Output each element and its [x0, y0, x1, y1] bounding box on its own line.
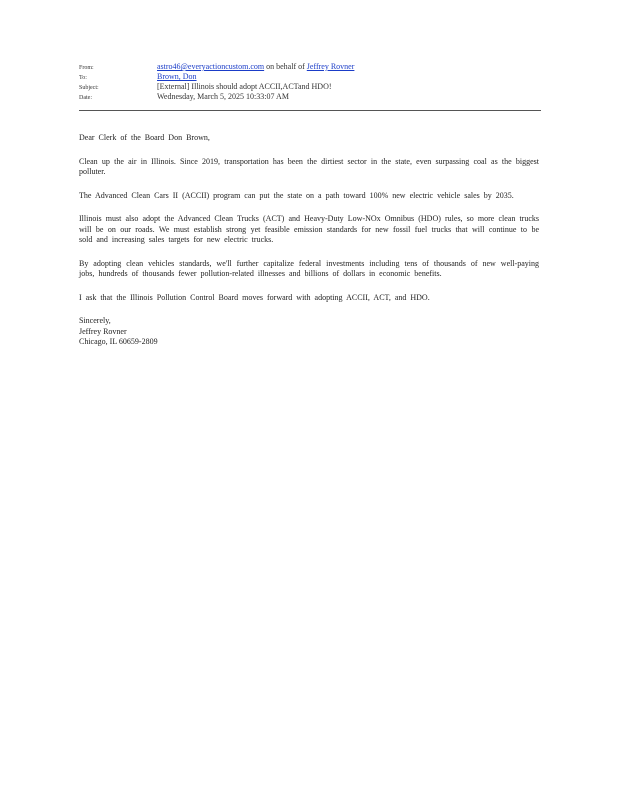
from-mid-text: on behalf of — [264, 62, 307, 71]
from-row — [79, 62, 541, 72]
to-row — [79, 72, 541, 82]
from-email-link[interactable]: astro46@everyactioncustom.com — [157, 62, 265, 71]
from-value — [157, 62, 354, 71]
from-label: From: — [79, 65, 94, 71]
subject-value: [External] Illinois should adopt ACCII,ACTand HDO! — [157, 82, 332, 91]
paragraph-5: I ask that the Illinois Pollution Control Board moves forward with adopting ACCII, ACT, and HDO. — [79, 292, 430, 302]
to-label: To: — [79, 75, 87, 81]
paragraph-1: Clean up the air in Illinois. Since 2019, transportation has been the dirtiest sector in the state, even surpassing coal as the biggest polluter. — [79, 156, 539, 176]
email-header — [79, 62, 541, 102]
subject-row — [79, 82, 541, 92]
to-value-link[interactable]: Brown, Don — [157, 72, 197, 81]
date-value: Wednesday, March 5, 2025 10:33:07 AM — [157, 92, 289, 101]
greeting: Dear Clerk of the Board Don Brown, — [79, 133, 210, 142]
email-body — [79, 133, 539, 348]
subject-label: Subject: — [79, 85, 99, 91]
date-label: Date: — [79, 95, 92, 101]
header-divider — [79, 110, 541, 111]
paragraph-4: By adopting clean vehicles standards, we'll further capitalize federal investments including tens of thousands of new well-paying jobs, hundreds of thousands fewer pollution-related illnesses and billions of dollars in economic benefits. — [79, 258, 539, 278]
date-row — [79, 92, 541, 102]
signature-address: Chicago, IL 60659-2809 — [79, 337, 158, 346]
from-name-link[interactable]: Jeffrey Rovner — [306, 62, 355, 71]
signature-closing: Sincerely, — [79, 316, 111, 325]
paragraph-3: Illinois must also adopt the Advanced Clean Trucks (ACT) and Heavy-Duty Low-NOx Omnibus (HDO) rules, so more clean trucks will be on our roads. We must establish strong yet feasible emission standards for new fossil fuel trucks that will continue to be sold and increasing sales targets for new electric trucks. — [79, 214, 539, 244]
signature-name: Jeffrey Rovner — [79, 326, 127, 336]
paragraph-2: The Advanced Clean Cars II (ACCII) program can put the state on a path toward 100% new electric vehicle sales by 2035. — [79, 190, 514, 200]
